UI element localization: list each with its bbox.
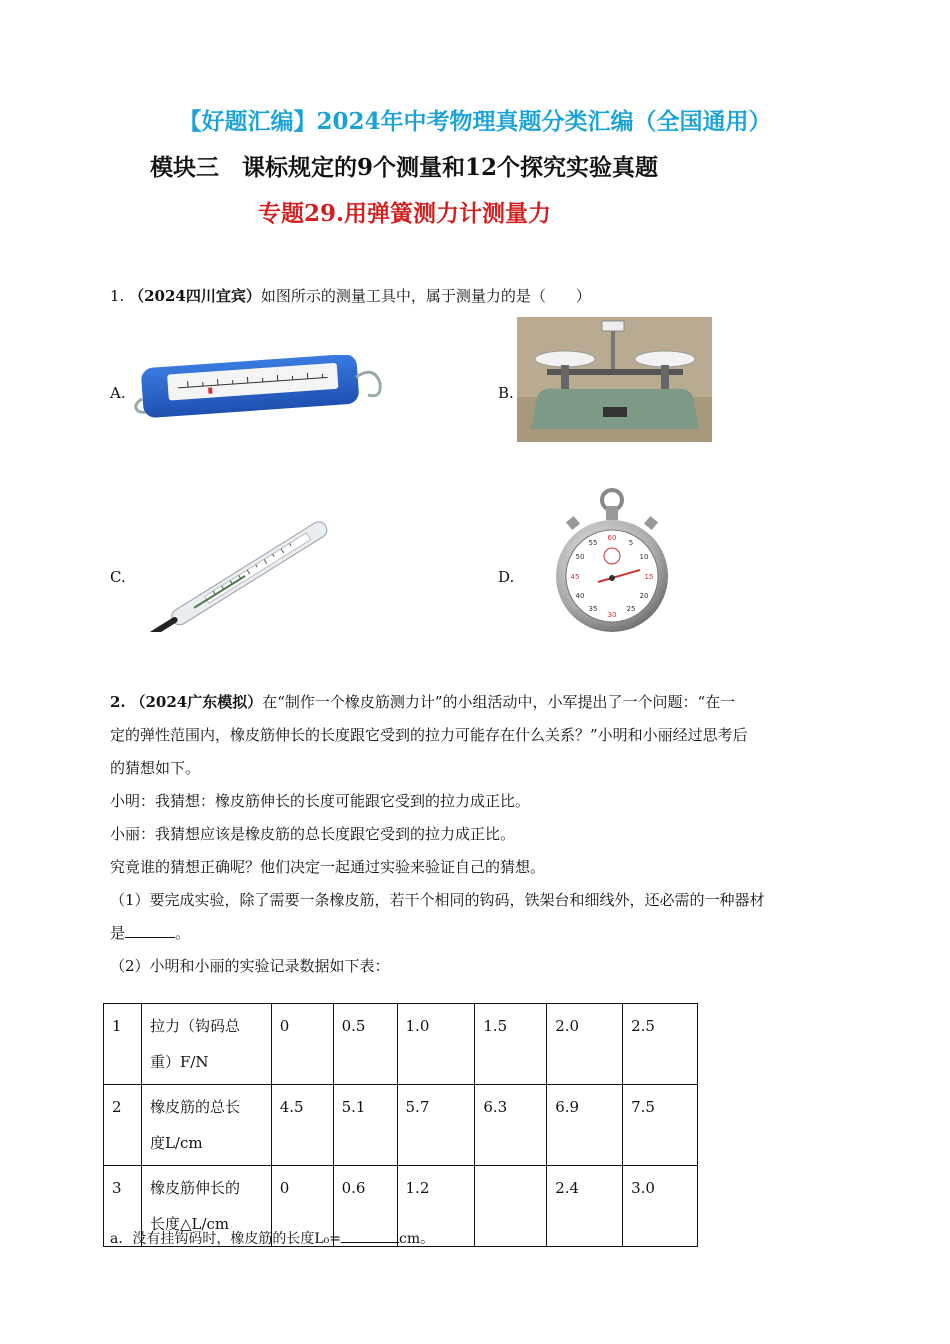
answer-blank[interactable] (125, 924, 175, 938)
question-text: 在“制作一个橡皮筋测力计”的小组活动中，小军提出了一个问题：“在一 (262, 693, 736, 711)
module-title: 模块三 课标规定的9个测量和12个探究实验真题 (150, 154, 659, 181)
table-cell: 0.5 (333, 1004, 397, 1085)
dial-number: 15 (644, 573, 654, 581)
table-cell: 1.2 (397, 1166, 475, 1247)
dial-number: 50 (575, 553, 585, 561)
topic-title: 专题29.用弹簧测力计测量力 (258, 200, 552, 227)
question-number: 1. (110, 287, 125, 305)
spring-scale-icon (128, 355, 393, 423)
row-label: 橡皮筋伸长的 长度△L/cm (141, 1166, 271, 1247)
option-c-label: C. (110, 568, 126, 586)
dial-number: 60 (607, 534, 617, 542)
question-source: （2024四川宜宾） (129, 287, 261, 305)
part-a-text: a．没有挂钩码时，橡皮筋的长度L₀= cm。 (110, 1231, 435, 1247)
row-index: 1 (104, 1004, 142, 1085)
stopwatch-icon (552, 488, 672, 633)
table-cell: 7.5 (623, 1085, 698, 1166)
dial-number: 30 (607, 611, 617, 619)
question-text: 的猜想如下。 (110, 759, 201, 777)
question-source: （2024广东模拟） (130, 693, 263, 711)
row-index: 2 (104, 1085, 142, 1166)
question-1-stem (110, 280, 591, 313)
dial-number: 45 (570, 573, 580, 581)
dial-number: 55 (588, 539, 598, 547)
dial-number: 20 (639, 592, 649, 600)
table-cell: 0 (271, 1166, 333, 1247)
row-label: 拉力（钩码总 重）F/N (141, 1004, 271, 1085)
thermometer-icon (145, 520, 340, 632)
option-d-label: D. (498, 568, 515, 586)
table-cell: 0.6 (333, 1166, 397, 1247)
table-cell: 0 (271, 1004, 333, 1085)
table-cell: 5.1 (333, 1085, 397, 1166)
balance-scale-icon (517, 317, 712, 442)
table-cell: 2.0 (547, 1004, 623, 1085)
table-cell: 4.5 (271, 1085, 333, 1166)
dial-number: 10 (639, 553, 649, 561)
table-cell: 1.5 (475, 1004, 547, 1085)
data-table (103, 1003, 698, 1247)
table-cell: 6.9 (547, 1085, 623, 1166)
row-label: 橡皮筋的总长 度L/cm (141, 1085, 271, 1166)
question-text: 究竟谁的猜想正确呢？他们决定一起通过实验来验证自己的猜想。 (110, 858, 546, 876)
part-2-text: （2）小明和小丽的实验记录数据如下表： (110, 957, 390, 975)
dial-number: 40 (575, 592, 585, 600)
table-cell: 1.0 (397, 1004, 475, 1085)
dial-number: 5 (628, 539, 634, 547)
table-cell: 2.5 (623, 1004, 698, 1085)
table-cell: 6.3 (475, 1085, 547, 1166)
xiaoli-guess: 小丽：我猜想应该是橡皮筋的总长度跟它受到的拉力成正比。 (110, 825, 516, 843)
row-index: 3 (104, 1166, 142, 1247)
question-text: 定的弹性范围内，橡皮筋伸长的长度跟它受到的拉力可能存在什么关系？”小明和小丽经过思考后 (110, 726, 748, 744)
table-cell: 5.7 (397, 1085, 475, 1166)
option-b-label: B. (498, 384, 514, 402)
table-cell: 2.4 (547, 1166, 623, 1247)
xiaoming-guess: 小明：我猜想：橡皮筋伸长的长度可能跟它受到的拉力成正比。 (110, 792, 531, 810)
document-title: 【好题汇编】2024年中考物理真题分类汇编（全国通用） (178, 108, 772, 135)
question-number: 2. (110, 693, 126, 711)
table-cell-blank[interactable] (475, 1166, 547, 1247)
dial-number: 25 (626, 605, 636, 613)
answer-blank[interactable] (341, 1231, 399, 1243)
dial-number: 35 (588, 605, 598, 613)
question-2-stem (110, 686, 840, 983)
part-1-text: （1）要完成实验，除了需要一条橡皮筋，若干个相同的钩码，铁架台和细线外，还必需的一种器材 (110, 891, 765, 909)
table-cell: 3.0 (623, 1166, 698, 1247)
table-row (104, 1004, 698, 1085)
option-a-label: A. (110, 384, 126, 402)
question-text: 如图所示的测量工具中，属于测量力的是（ ） (260, 287, 591, 305)
table-row (104, 1085, 698, 1166)
part-1-answer-line: 是 。 (110, 924, 191, 942)
